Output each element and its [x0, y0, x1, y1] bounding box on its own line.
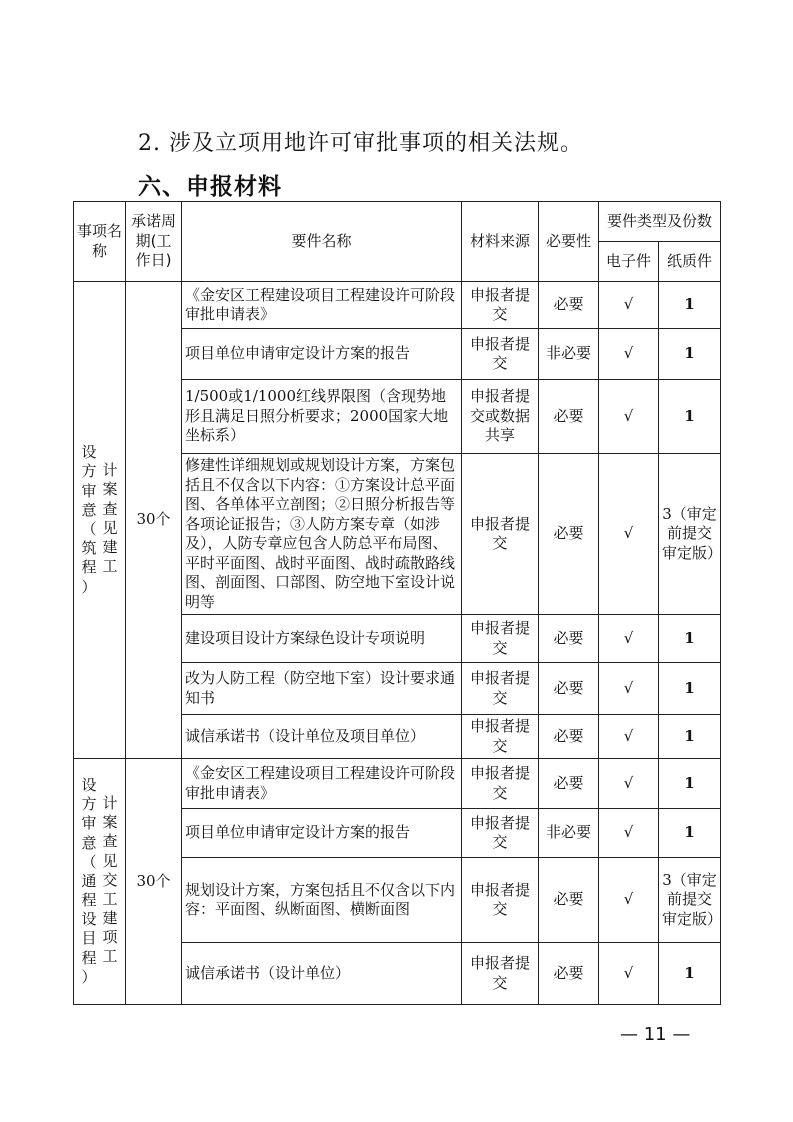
required-cell: 非必要: [539, 329, 599, 380]
header-period: 承诺周期(工作日): [126, 202, 182, 282]
table-row: [74, 759, 721, 809]
source-cell: 申报者提交: [462, 615, 539, 663]
paper-cell: 1: [659, 715, 721, 759]
required-cell: 必要: [539, 615, 599, 663]
source-cell: 申报者提交: [462, 715, 539, 759]
source-cell: 申报者提交: [462, 943, 539, 1005]
paper-cell: 1: [659, 380, 721, 454]
electronic-cell: √: [599, 615, 659, 663]
item-name-column: 计 案 查 见 建 工: [102, 461, 118, 576]
electronic-cell: √: [599, 715, 659, 759]
doc-name-cell: 诚信承诺书（设计单位及项目单位）: [182, 715, 462, 759]
item-name-cell: [74, 282, 126, 759]
doc-name-cell: 规划设计方案，方案包括且不仅含以下内容：平面图、纵断面图、横断面图: [182, 858, 462, 943]
electronic-cell: √: [599, 454, 659, 615]
doc-name-cell: 项目单位申请审定设计方案的报告: [182, 329, 462, 380]
electronic-cell: √: [599, 329, 659, 380]
paper-cell: 1: [659, 663, 721, 715]
item-name-cell: [74, 759, 126, 1005]
doc-name-cell: 《金安区工程建设项目工程建设许可阶段审批申请表》: [182, 759, 462, 809]
doc-name-cell: 修建性详细规划或规划设计方案，方案包括且不仅含以下内容：①方案设计总平面图、各单体平立剖图；②日照分析报告等各项论证报告；③人防方案专章（如涉及），人防专章应包含人防总平布局图、平时平面图、战时平面图、战时疏散路线图、剖面图、口部图、防空地下室设计说明等: [182, 454, 462, 615]
doc-name-cell: 诚信承诺书（设计单位）: [182, 943, 462, 1005]
electronic-cell: √: [599, 943, 659, 1005]
required-cell: 必要: [539, 663, 599, 715]
page-number: — 11 —: [620, 1024, 691, 1045]
law-item: 2. 涉及立项用地许可审批事项的相关法规。: [138, 131, 583, 156]
header-electronic: 电子件: [599, 242, 659, 282]
paper-cell: 1: [659, 759, 721, 809]
electronic-cell: √: [599, 282, 659, 329]
period-cell: 30个: [126, 759, 182, 1005]
materials-table: [73, 201, 721, 1005]
doc-name-cell: 建设项目设计方案绿色设计专项说明: [182, 615, 462, 663]
electronic-cell: √: [599, 809, 659, 858]
doc-name-cell: 项目单位申请审定设计方案的报告: [182, 809, 462, 858]
paper-cell: 3（审定前提交审定版）: [659, 454, 721, 615]
header-doc-name: 要件名称: [182, 202, 462, 282]
source-cell: 申报者提交: [462, 282, 539, 329]
electronic-cell: √: [599, 663, 659, 715]
source-cell: 申报者提交或数据共享: [462, 380, 539, 454]
period-cell: 30个: [126, 282, 182, 759]
required-cell: 必要: [539, 759, 599, 809]
paper-cell: 1: [659, 809, 721, 858]
source-cell: 申报者提交: [462, 759, 539, 809]
header-required: 必要性: [539, 202, 599, 282]
required-cell: 必要: [539, 282, 599, 329]
electronic-cell: √: [599, 858, 659, 943]
item-name-column: 设 方 审 意 （ 筑 程 ）: [81, 443, 97, 596]
required-cell: 必要: [539, 380, 599, 454]
electronic-cell: √: [599, 380, 659, 454]
required-cell: 非必要: [539, 809, 599, 858]
required-cell: 必要: [539, 454, 599, 615]
doc-name-cell: 《金安区工程建设项目工程建设许可阶段审批申请表》: [182, 282, 462, 329]
paper-cell: 1: [659, 329, 721, 380]
section-title: 六、申报材料: [138, 174, 282, 200]
item-name-column: 设 方 审 意 （ 通 程 设 目 程 ）: [81, 775, 97, 986]
item-name-column: 计 案 查 见 交 工 建 项 工: [102, 793, 118, 966]
header-paper: 纸质件: [659, 242, 721, 282]
required-cell: 必要: [539, 715, 599, 759]
source-cell: 申报者提交: [462, 809, 539, 858]
required-cell: 必要: [539, 858, 599, 943]
paper-cell: 1: [659, 615, 721, 663]
paper-cell: 3（审定前提交审定版）: [659, 858, 721, 943]
source-cell: 申报者提交: [462, 329, 539, 380]
source-cell: 申报者提交: [462, 454, 539, 615]
header-source: 材料来源: [462, 202, 539, 282]
source-cell: 申报者提交: [462, 663, 539, 715]
paper-cell: 1: [659, 282, 721, 329]
source-cell: 申报者提交: [462, 858, 539, 943]
doc-name-cell: 改为人防工程（防空地下室）设计要求通知书: [182, 663, 462, 715]
electronic-cell: √: [599, 759, 659, 809]
header-item-name: 事项名称: [74, 202, 126, 282]
required-cell: 必要: [539, 943, 599, 1005]
header-type-count: 要件类型及份数: [599, 202, 721, 242]
doc-name-cell: 1/500或1/1000红线界限图（含现势地形且满足日照分析要求；2000国家大地坐标系）: [182, 380, 462, 454]
table-row: [74, 282, 721, 329]
paper-cell: 1: [659, 943, 721, 1005]
